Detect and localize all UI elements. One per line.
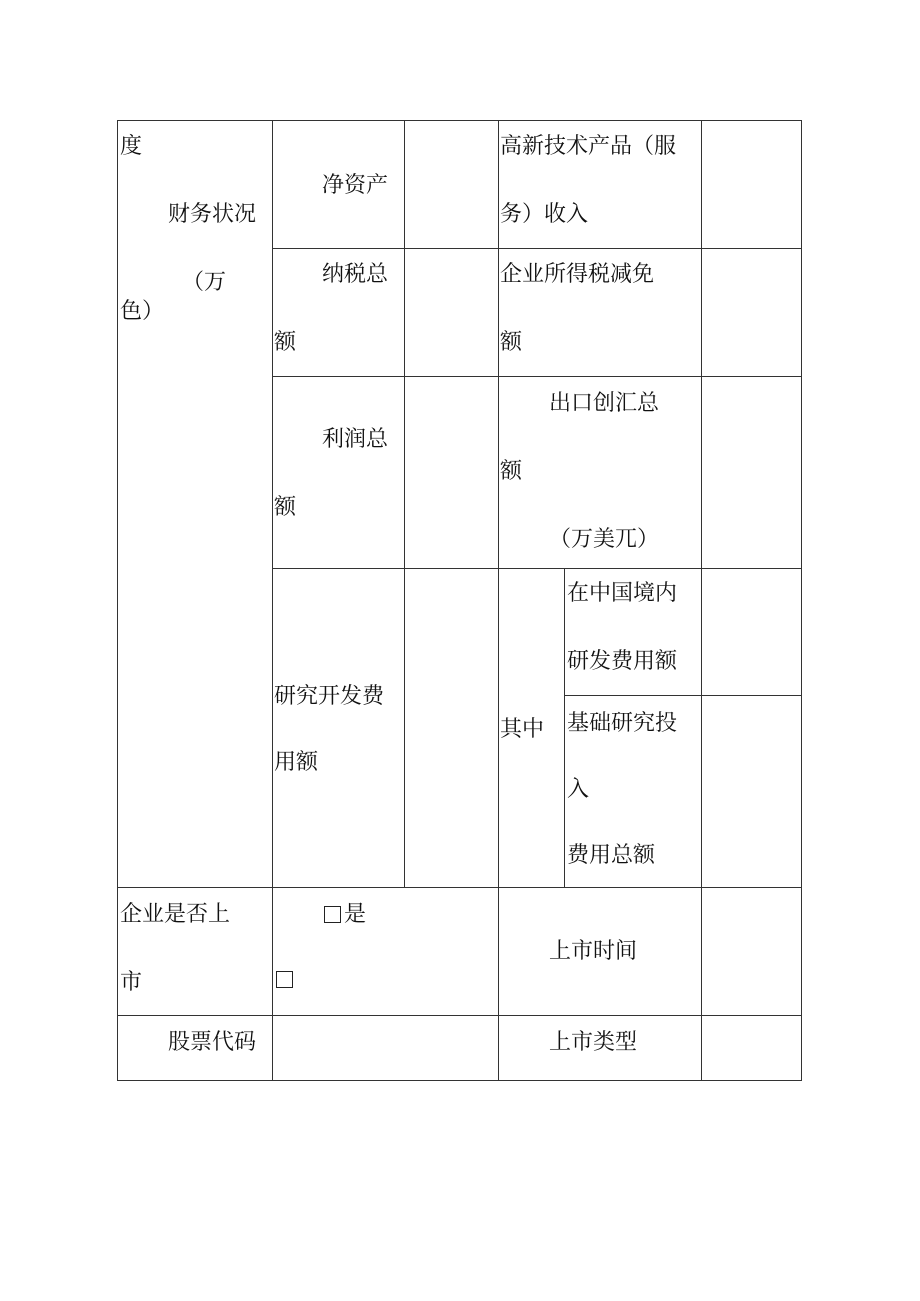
hightech-income-label-2: 务）收入 xyxy=(500,202,589,227)
total-profit-value-cell[interactable] xyxy=(405,377,498,568)
total-profit-label-2: 额 xyxy=(274,495,297,520)
table-rule xyxy=(498,120,499,1081)
listed-label-2: 市 xyxy=(120,970,143,995)
unit-label-close: 色） xyxy=(120,299,165,324)
rd-expense-label-1: 研究开发费 xyxy=(274,684,385,709)
table-border-left xyxy=(117,120,118,1081)
of-which-label: 其中 xyxy=(500,717,545,742)
domestic-rd-value-cell[interactable] xyxy=(702,569,801,695)
basic-research-value-cell[interactable] xyxy=(702,696,801,887)
yes-checkbox[interactable] xyxy=(324,906,341,923)
basic-research-label-3: 费用总额 xyxy=(567,843,656,868)
year-label: 度 xyxy=(120,134,143,159)
export-earnings-label-2: 额 xyxy=(500,459,523,484)
export-earnings-value-cell[interactable] xyxy=(702,377,801,568)
yes-label: 是 xyxy=(344,902,367,927)
net-assets-label: 净资产 xyxy=(322,173,389,198)
cit-reduction-label-2: 额 xyxy=(500,330,523,355)
table-border-right xyxy=(801,120,802,1081)
export-earnings-label-1: 出口创汇总 xyxy=(549,391,660,416)
listed-yes-option[interactable] xyxy=(324,902,366,928)
listing-time-label: 上市时间 xyxy=(549,939,638,964)
stock-code-label: 股票代码 xyxy=(168,1030,257,1055)
table-border-bottom xyxy=(117,1080,802,1081)
table-rule xyxy=(272,120,273,1081)
basic-research-label-1: 基础研究投 xyxy=(567,711,678,736)
net-assets-value-cell[interactable] xyxy=(405,121,498,248)
financial-status-label: 财务状况 xyxy=(168,202,257,227)
listed-no-option[interactable] xyxy=(276,967,296,993)
listed-label-1: 企业是否上 xyxy=(120,902,231,927)
total-tax-label-1: 纳税总 xyxy=(322,262,389,287)
listing-type-value-cell[interactable] xyxy=(702,1016,801,1080)
cit-reduction-value-cell[interactable] xyxy=(702,249,801,376)
cit-reduction-label-1: 企业所得税减免 xyxy=(500,262,655,287)
rd-expense-value-cell[interactable] xyxy=(405,569,498,887)
domestic-rd-label-2: 研发费用额 xyxy=(567,649,678,674)
unit-label-open: （万 xyxy=(182,270,227,295)
total-profit-label-1: 利润总 xyxy=(322,427,389,452)
hightech-income-value-cell[interactable] xyxy=(702,121,801,248)
export-earnings-unit: （万美兀） xyxy=(549,527,660,552)
table-rule xyxy=(564,568,565,888)
domestic-rd-label-1: 在中国境内 xyxy=(567,581,678,606)
total-tax-value-cell[interactable] xyxy=(405,249,498,376)
listing-time-value-cell[interactable] xyxy=(702,888,801,1015)
no-checkbox[interactable] xyxy=(276,971,293,988)
rd-expense-label-2: 用额 xyxy=(274,750,319,775)
listing-type-label: 上市类型 xyxy=(549,1030,638,1055)
total-tax-label-2: 额 xyxy=(274,330,297,355)
table-rule xyxy=(117,887,802,888)
hightech-income-label-1: 高新技术产品（服 xyxy=(500,134,677,159)
basic-research-label-2: 入 xyxy=(567,777,590,802)
stock-code-value-cell[interactable] xyxy=(273,1016,498,1080)
